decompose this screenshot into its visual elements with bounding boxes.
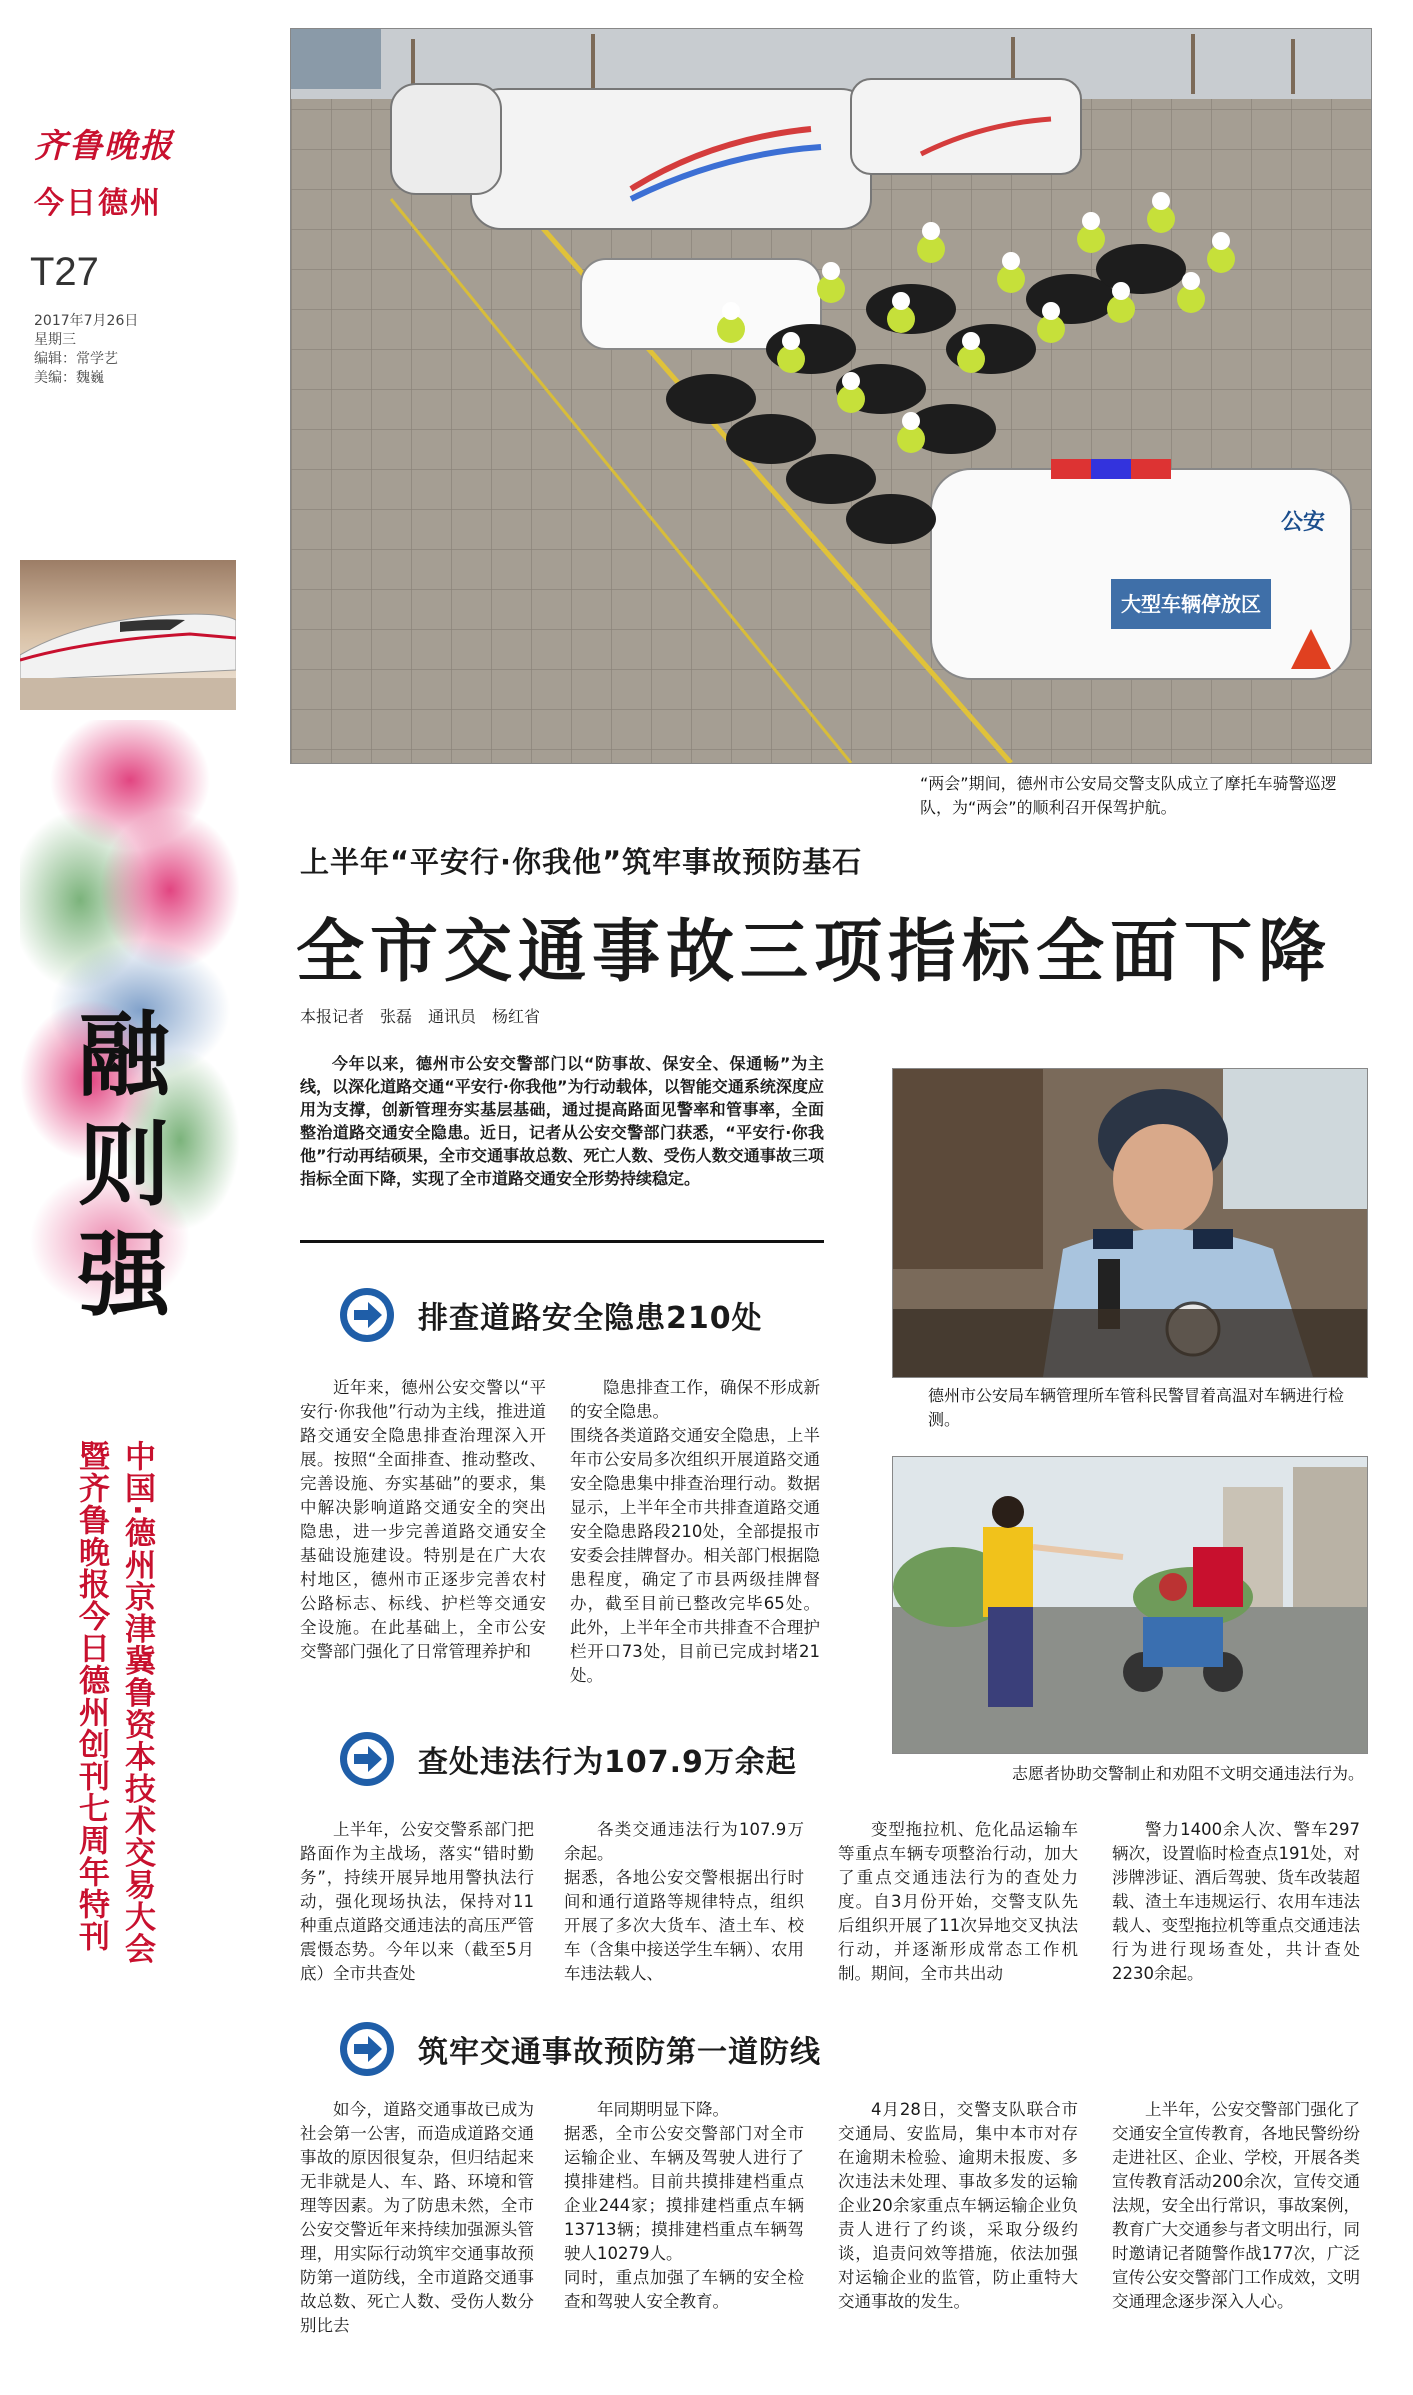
section-2-col-3: 变型拖拉机、危化品运输车等重点车辆专项整治行动，加大了重点交通违法行为的查处力度。自3月份开始，交警支队先后组织开展了11次异地交叉执法行动，并逐渐形成常态工作机制。期间，全市共出动	[838, 1820, 1078, 1983]
calligraphy-title: 融则强	[77, 1001, 170, 1329]
section-1-col-2: 隐患排查工作，确保不形成新的安全隐患。 围绕各类道路交通安全隐患，上半年市公安局多次组织开展道路交通安全隐患集中排查治理行动。数据显示，上半年全市共排查道路交通安全隐患路段210处，全部提报市安委会挂牌督办。相关部门根据隐患程度，确定了市县两级挂牌督办，截至目前已整改完毕65处。此外，上半年全市共排查不合理护栏开口73处，目前已完成封堵21处。	[570, 1378, 820, 1685]
section-3-title: 筑牢交通事故预防第一道防线	[418, 2035, 821, 2070]
section-1-heading	[338, 1286, 763, 1344]
section-2-col-1: 上半年，公安交警系部门把路面作为主战场，落实“错时勤务”，持续开展异地用警执法行动，强化现场执法，保持对11种重点道路交通违法的高压严管震慑态势。今年以来（截至5月底）全市共查处	[300, 1820, 534, 1983]
article-kicker: 上半年“平安行·你我他”筑牢事故预防基石	[300, 845, 863, 879]
police-car-label: 公安	[1281, 510, 1326, 535]
section-2-col-2: 各类交通违法行为107.9万余起。 据悉，各地公安交警根据出行时间和通行道路等规律特点，组织开展了多次大货车、渣土车、校车（含集中接送学生车辆）、农用车违法载人、	[564, 1820, 804, 1983]
section-3-heading	[338, 2020, 821, 2078]
article-lead: 今年以来，德州市公安交警部门以“防事故、保安全、保通畅”为主线，以深化道路交通“平安行·你我他”为行动载体，以智能交通系统深度应用为支撑，创新管理夯实基层基础，通过提高路面见警率和管事率，全面整治道路交通安全隐患。近日，记者从公安交警部门获悉，“平安行·你我他”行动再结硕果，全市交通事故总数、死亡人数、受伤人数交通事故三项指标全面下降，实现了全市道路交通安全形势持续稳定。	[300, 1054, 824, 1188]
masthead-logo: 齐鲁晚报	[34, 126, 174, 165]
section-1-title: 排查道路安全隐患210处	[418, 1301, 763, 1336]
edition-name: 今日德州	[34, 186, 162, 221]
editor-credit: 编辑：常学艺	[34, 351, 118, 367]
arrow-circle-icon	[338, 2020, 396, 2078]
issue-date: 2017年7月26日	[34, 313, 139, 329]
section-3-col-4: 上半年，公安交警部门强化了交通安全宣传教育，各地民警纷纷走进社区、企业、学校，开展各类宣传教育活动200余次，宣传交通法规，安全出行常识，事故案例，教育广大交通参与者文明出行，同时邀请记者随警作战177次，广泛宣传公安交警部门工作成效，文明交通理念逐步深入人心。	[1112, 2100, 1360, 2311]
special-edition-line-2: 暨齐鲁晚报今日德州创刊七周年特刊	[73, 1440, 109, 1952]
section-2-heading	[338, 1730, 797, 1788]
volunteer-photo-caption: 志愿者协助交警制止和劝阻不文明交通违法行为。	[1012, 1764, 1365, 1783]
page-number: T27	[30, 250, 99, 294]
inspection-photo-caption: 德州市公安局车辆管理所车管科民警冒着高温对车辆进行检测。	[928, 1386, 1345, 1429]
volunteer-photo	[892, 1456, 1368, 1754]
main-photo-caption: “两会”期间，德州市公安局交警支队成立了摩托车骑警巡逻队，为“两会”的顺利召开保驾护航。	[920, 774, 1337, 817]
section-3-col-3: 4月28日，交警支队联合市交通局、安监局，集中本市对存在逾期未检验、逾期未报废、多次违法未处理、事故多发的运输企业20余家重点车辆运输企业负责人进行了约谈，采取分级约谈，追责问效等措施，依法加强对运输企业的监管，防止重特大交通事故的发生。	[838, 2100, 1078, 2311]
motorcycle-patrol-photo	[290, 28, 1372, 764]
lead-divider	[300, 1240, 824, 1243]
designer-credit: 美编：魏巍	[34, 370, 104, 386]
section-1-col-1: 近年来，德州公安交警以“平安行·你我他”行动为主线，推进道路交通安全隐患排查治理深入开展。按照“全面排查、推动整改、完善设施、夯实基础”的要求，集中解决影响道路交通安全的突出隐患，进一步完善道路交通安全基础设施建设。特别是在广大农村地区，德州市正逐步完善农村公路标志、标线、护栏等交通安全设施。在此基础上，全市公安交警部门强化了日常管理养护和	[300, 1378, 546, 1661]
arrow-circle-icon	[338, 1730, 396, 1788]
arrow-circle-icon	[338, 1286, 396, 1344]
parking-sign: 大型车辆停放区	[1121, 592, 1261, 616]
bullet-train-image	[20, 560, 236, 710]
section-2-col-4: 警力1400余人次、警车297辆次，设置临时检查点191处，对涉牌涉证、酒后驾驶、货车改装超载、渣土车违规运行、农用车违法载人、变型拖拉机等重点交通违法行为进行现场查处，共计查处2230余起。	[1112, 1820, 1360, 1983]
section-2-title: 查处违法行为107.9万余起	[418, 1745, 797, 1780]
vehicle-inspection-photo	[892, 1068, 1368, 1378]
special-edition-line-1: 中国·德州京津冀鲁资本技术交易大会	[119, 1440, 155, 1965]
issue-weekday: 星期三	[34, 332, 76, 348]
section-3-col-2: 年同期明显下降。 据悉，全市公安交警部门对全市运输企业、车辆及驾驶人进行了摸排建档。目前共摸排建档重点企业244家；摸排建档重点车辆13713辆；摸排建档重点车辆驾驶人10279人。 同时，重点加强了车辆的安全检查和驾驶人安全教育。	[564, 2100, 804, 2311]
section-3-col-1: 如今，道路交通事故已成为社会第一公害，而造成道路交通事故的原因很复杂，但归结起来无非就是人、车、路、环境和管理等因素。为了防患未然，全市公安交警近年来持续加强源头管理，用实际行动筑牢交通事故预防第一道防线，全市道路交通事故总数、死亡人数、受伤人数分别比去	[300, 2100, 534, 2335]
article-headline: 全市交通事故三项指标全面下降	[296, 912, 1333, 992]
article-byline: 本报记者 张磊 通讯员 杨红省	[300, 1007, 541, 1026]
